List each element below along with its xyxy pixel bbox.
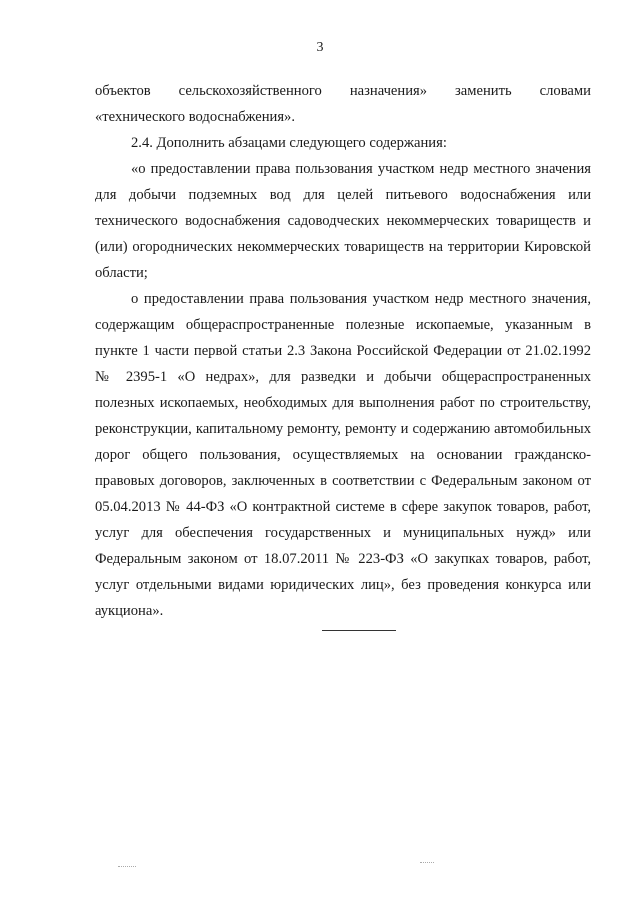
scan-artifact xyxy=(118,866,136,868)
page-number: 3 xyxy=(316,40,324,55)
paragraph-1-line-2: «технического водоснабжения». xyxy=(95,109,295,125)
word: сельскохозяйственного xyxy=(178,83,322,99)
document-body xyxy=(95,78,591,624)
word: назначения» xyxy=(349,83,428,99)
scan-artifact xyxy=(420,862,434,864)
closing-rule xyxy=(322,630,396,631)
word: словами xyxy=(539,83,591,99)
paragraph-2: 2.4. Дополнить абзацами следующего содержания: xyxy=(131,135,447,151)
paragraph-4: о предоставлении права пользования участком недр местного значения, содержащим общераспространенные полезные ископаемые, указанным в пункте 1 части первой статьи 2.3 Закона Российской Федерации от 21.02.1992 № 2395-1 «О недрах», для разведки и добычи общераспространенных полезных ископаемых, необходимых для выполнения работ по строительству, реконструкции, капитальному ремонту, ремонту и содержанию автомобильных дорог общего пользования, осуществляемых на основании гражданско-правовых договоров, заключенных в соответствии с Федеральным законом от 05.04.2013 № 44-ФЗ «О контрактной системе в сфере закупок товаров, работ, услуг для обеспечения государственных и муниципальных нужд» или Федеральным законом от 18.07.2011 № 223-ФЗ «О закупках товаров, работ, услуг отдельными видами юридических лиц», без проведения конкурса или аукциона». xyxy=(95,291,591,619)
paragraph-3: «о предоставлении права пользования участком недр местного значения для добычи подземных вод для целей питьевого водоснабжения или технического водоснабжения садоводческих некоммерческих товариществ и (или) огороднических некоммерческих товариществ на территории Кировской области; xyxy=(95,161,591,281)
word: объектов xyxy=(95,83,151,99)
paragraph-1-line-1 xyxy=(95,78,591,104)
word: заменить xyxy=(455,83,512,99)
